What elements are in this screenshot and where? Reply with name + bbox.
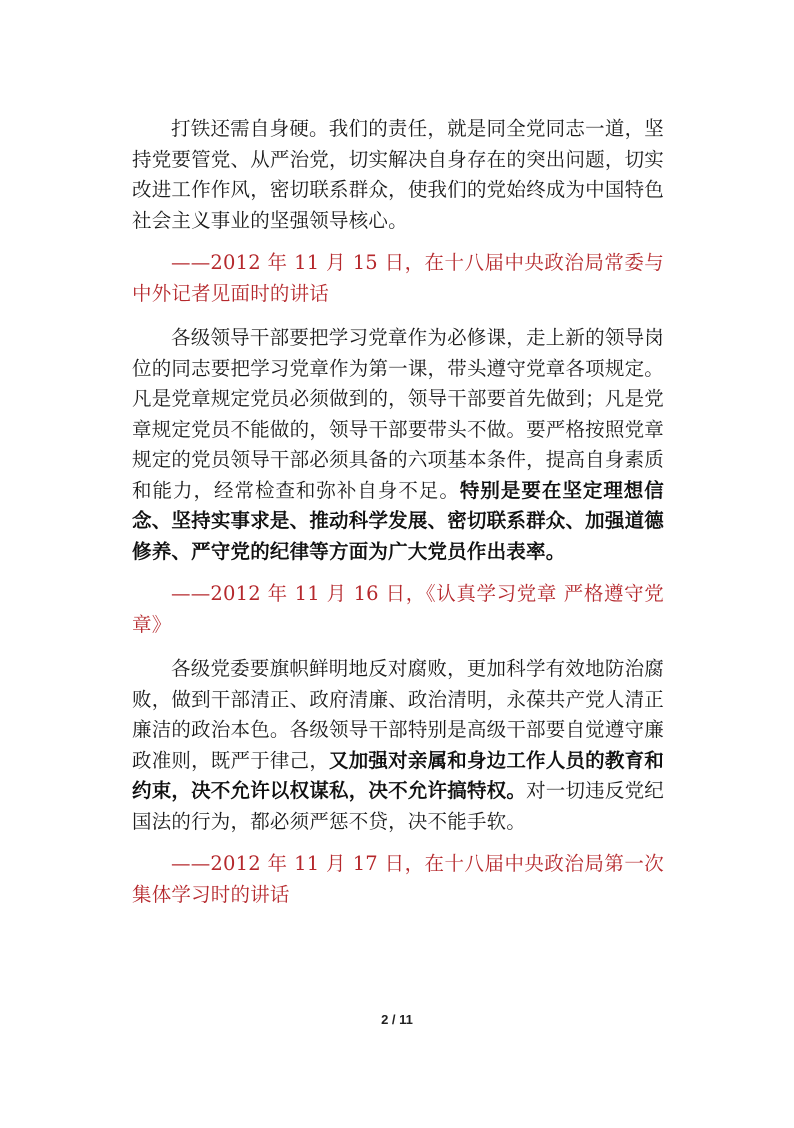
quote-3-text-b: 对一切违反党纪国法的行为，都必须严惩不贷，决不能手软。	[132, 779, 664, 833]
quote-source-2: ——2012 年 11 月 16 日，《认真学习党章 严格遵守党章》	[132, 582, 664, 636]
quote-source-3: ——2012 年 11 月 17 日，在十八届中央政治局第一次集体学习时的讲话	[132, 852, 664, 906]
page-number: 2 / 11	[381, 1012, 413, 1027]
quote-2-text-a: 各级领导干部要把学习党章作为必修课，走上新的领导岗位的同志要把学习党章作为第一课，带头遵守党章各项规定。凡是党章规定党员必须做到的，领导干部要首先做到；凡是党章规定党员不能做的，领导干部要带头不做。要严格按照党章规定的党员领导干部必须具备的六项基本条件，提高自身素质和能力，经常检查和弥补自身不足。	[132, 326, 664, 502]
quote-1-text: 打铁还需自身硬。我们的责任，就是同全党同志一道，坚持党要管党、从严治党，切实解决自身存在的突出问题，切实改进工作作风，密切联系群众，使我们的党始终成为中国特色社会主义事业的坚强领导核心。	[132, 117, 664, 232]
document-content	[132, 114, 664, 910]
quote-3-text-a: 各级党委要旗帜鲜明地反对腐败，更加科学有效地防治腐败，做到干部清正、政府清廉、政治清明，永葆共产党人清正廉洁的政治本色。各级领导干部特别是高级干部要自觉遵守廉政准则，既严于律己，	[132, 657, 664, 772]
quote-paragraph-1	[132, 114, 664, 236]
quote-paragraph-3	[132, 654, 664, 837]
quote-2-text-bold: 特别是要在坚定理想信念、坚持实事求是、推动科学发展、密切联系群众、加强道德修养、严守党的纪律等方面为广大党员作出表率。	[132, 478, 664, 563]
quote-paragraph-2	[132, 323, 664, 567]
quote-3-text-bold: 又加强对亲属和身边工作人员的教育和约束，决不允许以权谋私，决不允许搞特权。	[132, 748, 664, 802]
quote-source-1: ——2012 年 11 月 15 日，在十八届中央政治局常委与中外记者见面时的讲话	[132, 251, 664, 305]
